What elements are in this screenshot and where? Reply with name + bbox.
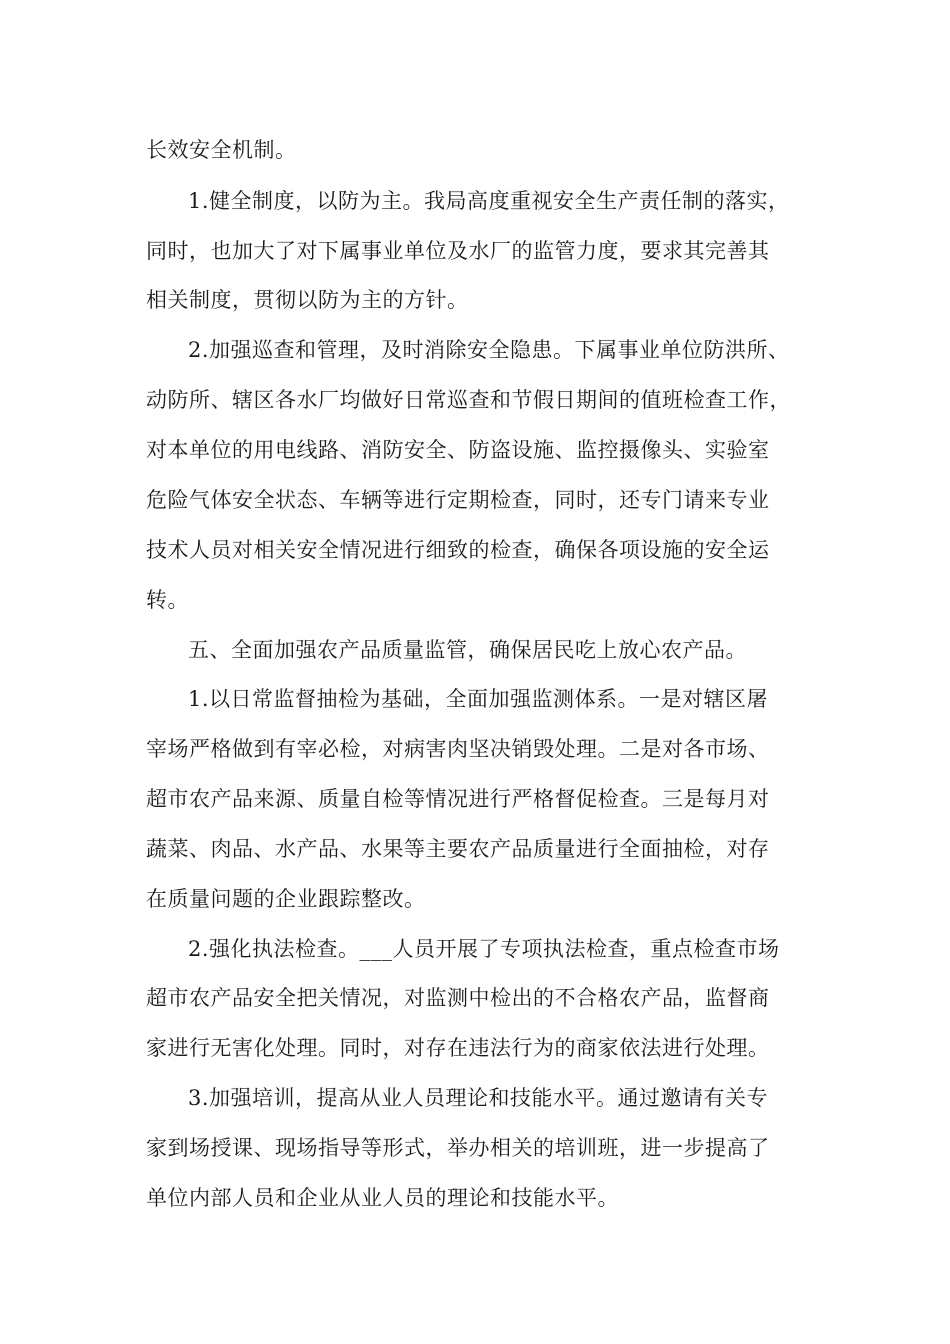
text-line: 1.以日常监督抽检为基础，全面加强监测体系。一是对辖区屠 xyxy=(188,687,769,711)
text-line: 1.健全制度，以防为主。我局高度重视安全生产责任制的落实， xyxy=(188,189,790,213)
text-line: 蔬菜、肉品、水产品、水果等主要农产品质量进行全面抽检，对存 xyxy=(146,837,770,861)
text-line: 2.加强巡查和管理，及时消除安全隐患。下属事业单位防洪所、 xyxy=(188,338,790,362)
text-line: 在质量问题的企业跟踪整改。 xyxy=(146,887,426,911)
text-line: 五、全面加强农产品质量监管，确保居民吃上放心农产品。 xyxy=(188,638,747,662)
text-line: 危险气体安全状态、车辆等进行定期检查，同时，还专门请来专业 xyxy=(146,488,770,512)
text-line: 相关制度，贯彻以防为主的方针。 xyxy=(146,288,469,312)
text-line: 转。 xyxy=(146,588,189,612)
text-line: 技术人员对相关安全情况进行细致的检查，确保各项设施的安全运 xyxy=(146,538,770,562)
text-line: 超市农产品安全把关情况，对监测中检出的不合格农产品，监督商 xyxy=(146,986,770,1010)
text-line: 家进行无害化处理。同时，对存在违法行为的商家依法进行处理。 xyxy=(146,1036,770,1060)
text-line: 2.强化执法检查。___人员开展了专项执法检查，重点检查市场 xyxy=(188,937,780,961)
text-line: 长效安全机制。 xyxy=(146,138,297,162)
text-line: 动防所、辖区各水厂均做好日常巡查和节假日期间的值班检查工作， xyxy=(146,388,791,412)
text-line: 超市农产品来源、质量自检等情况进行严格督促检查。三是每月对 xyxy=(146,787,770,811)
text-line: 同时，也加大了对下属事业单位及水厂的监管力度，要求其完善其 xyxy=(146,239,770,263)
text-line: 对本单位的用电线路、消防安全、防盗设施、监控摄像头、实验室 xyxy=(146,438,770,462)
text-line: 单位内部人员和企业从业人员的理论和技能水平。 xyxy=(146,1186,619,1210)
text-line: 家到场授课、现场指导等形式，举办相关的培训班，进一步提高了 xyxy=(146,1136,770,1160)
text-line: 宰场严格做到有宰必检，对病害肉坚决销毁处理。二是对各市场、 xyxy=(146,737,770,761)
text-line: 3.加强培训，提高从业人员理论和技能水平。通过邀请有关专 xyxy=(188,1086,769,1110)
